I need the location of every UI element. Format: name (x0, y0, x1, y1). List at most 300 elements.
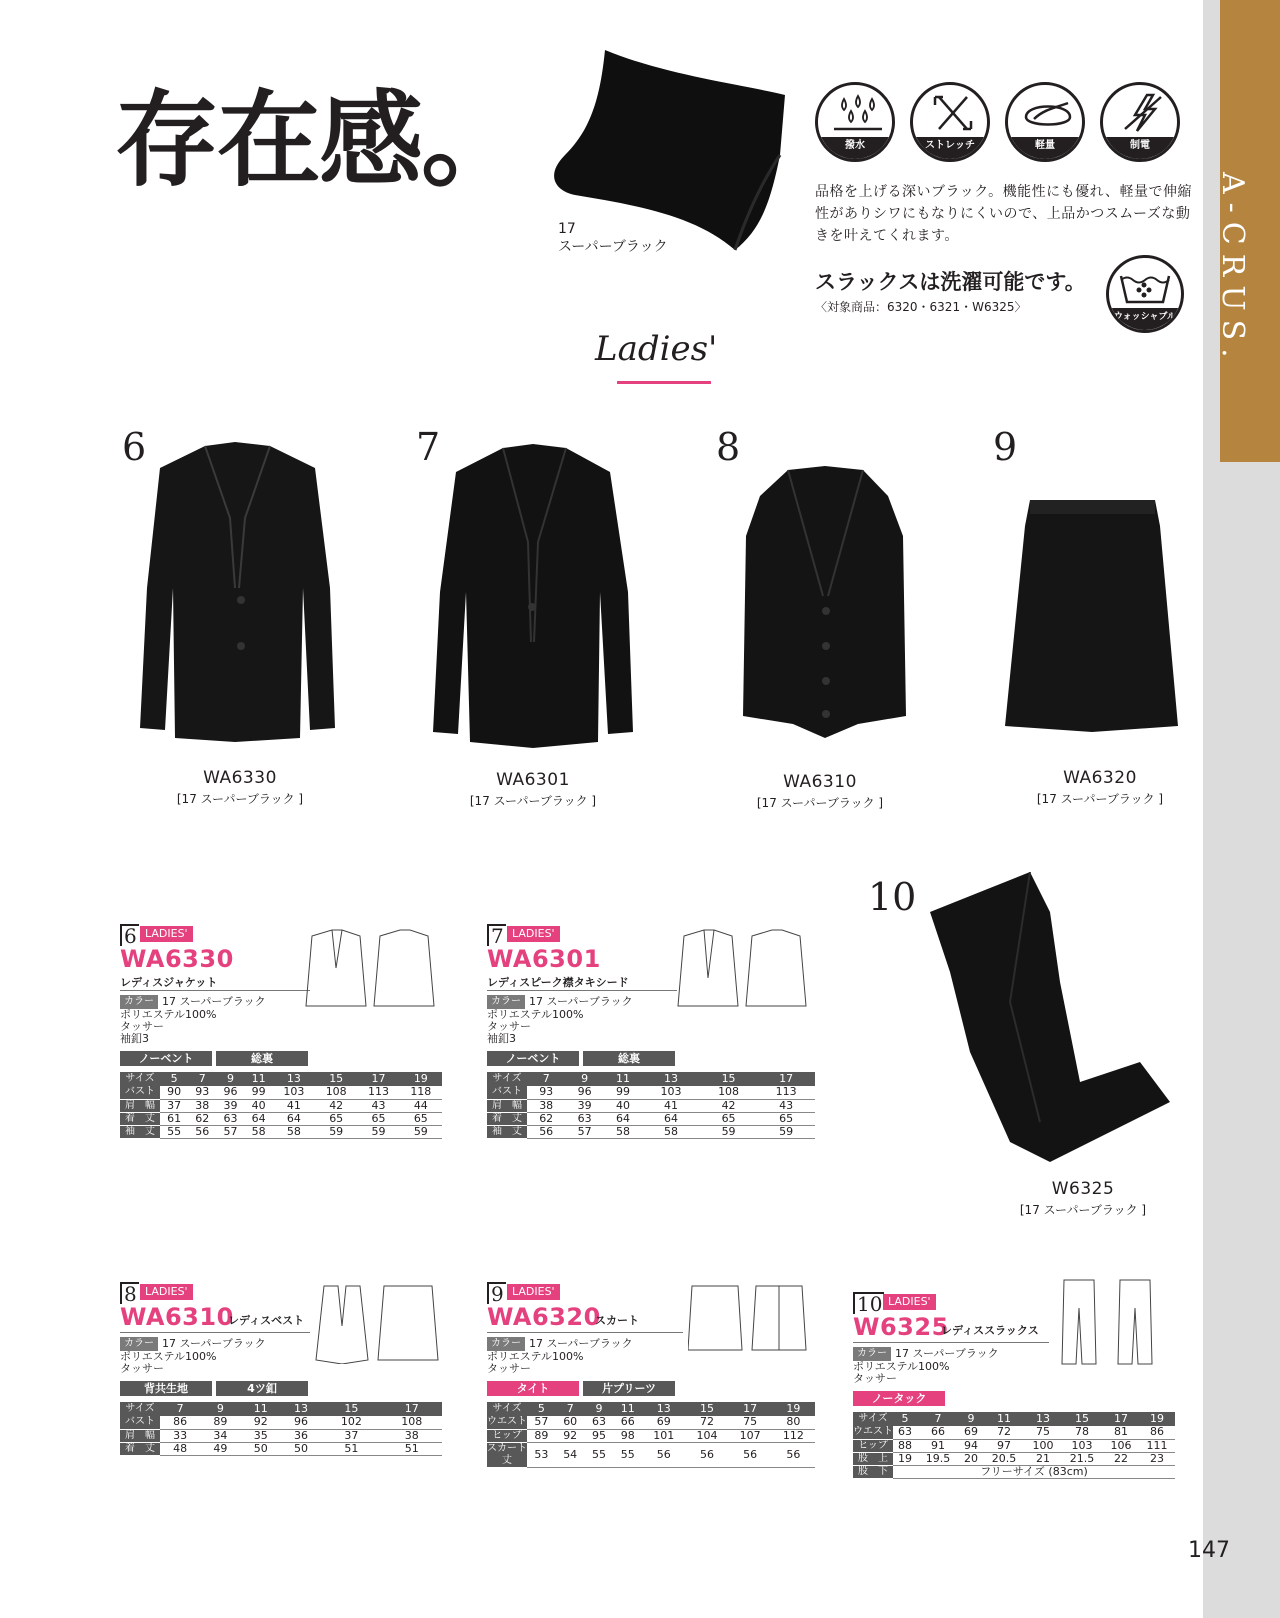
size-cell: 56 (772, 1442, 815, 1467)
spec-tag: ノータック (853, 1391, 945, 1406)
product-number: 8 (716, 425, 741, 469)
size-cell: 43 (357, 1099, 399, 1112)
spec-badge: LADIES' (883, 1294, 936, 1310)
size-header-cell: 17 (729, 1402, 772, 1416)
slacks-w6325-photo (930, 872, 1180, 1172)
size-header-cell: 11 (241, 1402, 281, 1416)
size-header-label: サイズ (487, 1072, 527, 1086)
product-number: 7 (416, 425, 441, 469)
size-cell: 48 (160, 1442, 200, 1455)
size-cell: 66 (613, 1416, 642, 1429)
spec-model: WA6320 (487, 1303, 601, 1331)
spec-name: レディスジャケット (120, 976, 218, 989)
size-cell: 21 (1025, 1452, 1061, 1465)
spec-badge: LADIES' (507, 1284, 560, 1300)
spec-material: ポリエステル100% (487, 1008, 584, 1021)
fabric-swatch (545, 45, 795, 255)
size-cell: 50 (281, 1442, 321, 1455)
size-cell: 63 (893, 1426, 917, 1439)
washable-title: スラックスは洗濯可能です。 (815, 270, 1086, 294)
spec-weave: タッサー (487, 1020, 531, 1033)
stretch-icon (910, 82, 990, 162)
size-cell: 19 (893, 1452, 917, 1465)
spec-extra: 袖釦3 (120, 1032, 149, 1045)
size-row-label: ヒップ (487, 1429, 527, 1442)
size-cell: 65 (357, 1112, 399, 1125)
size-row-label: 着 丈 (120, 1442, 160, 1455)
size-header-cell: 11 (983, 1412, 1025, 1426)
spec-color: 17 スーパーブラック (529, 1337, 633, 1350)
size-header-cell: 13 (281, 1402, 321, 1416)
size-header-cell: 17 (357, 1072, 399, 1086)
size-cell: 56 (685, 1442, 728, 1467)
product-code: W6325 (1051, 1179, 1115, 1199)
size-cell: 60 (556, 1416, 585, 1429)
size-cell: 65 (400, 1112, 442, 1125)
spec-divider (120, 990, 310, 991)
spec-divider (120, 1332, 310, 1333)
skirt-wa6320-photo (1000, 496, 1185, 736)
size-row (120, 1442, 442, 1455)
size-header-cell: 17 (757, 1072, 815, 1086)
size-row (487, 1125, 815, 1138)
feature-label: 制電 (1103, 137, 1177, 159)
size-row (853, 1452, 1175, 1465)
feature-label: 軽量 (1008, 137, 1082, 159)
size-header-cell: 7 (188, 1072, 216, 1086)
size-cell: 113 (357, 1086, 399, 1099)
size-header-cell: 15 (315, 1072, 357, 1086)
spec-divider (487, 1332, 683, 1333)
spec-name: レディススラックス (941, 1324, 1039, 1337)
size-row-label: 股 上 (853, 1452, 893, 1465)
spec-material: ポリエステル100% (120, 1350, 217, 1363)
size-header-cell: 7 (917, 1412, 959, 1426)
size-cell: 37 (321, 1429, 381, 1442)
headline: 存在感。 (115, 79, 524, 201)
brand-name: A-CRUS. (1215, 172, 1250, 367)
size-cell: 99 (245, 1086, 273, 1099)
fabric-name: スーパーブラック (558, 239, 668, 255)
tuxedo-line-drawing (674, 928, 814, 1010)
size-row (120, 1099, 442, 1112)
size-table (853, 1412, 1175, 1479)
lightweight-icon (1005, 82, 1085, 162)
product-code: WA6301 (496, 770, 570, 790)
size-cell: 107 (729, 1429, 772, 1442)
size-row (487, 1429, 815, 1442)
size-table (120, 1072, 442, 1139)
size-cell: 103 (1061, 1439, 1103, 1452)
size-header-cell: 15 (321, 1402, 381, 1416)
spec-model: W6325 (853, 1313, 949, 1341)
size-cell: 42 (700, 1099, 758, 1112)
product-code: WA6330 (203, 768, 277, 788)
size-cell: 21.5 (1061, 1452, 1103, 1465)
spec-tag: ノーベント (487, 1051, 579, 1066)
size-cell: 62 (527, 1112, 565, 1125)
size-cell: 23 (1139, 1452, 1175, 1465)
size-cell: 94 (959, 1439, 983, 1452)
size-row-label: 肩 幅 (487, 1099, 527, 1112)
size-cell: 80 (772, 1416, 815, 1429)
size-cell: 58 (273, 1125, 315, 1138)
size-cell: 103 (642, 1086, 700, 1099)
size-header-cell: 11 (245, 1072, 273, 1086)
spec-weave: タッサー (487, 1362, 531, 1375)
size-cell: 39 (216, 1099, 244, 1112)
size-cell: 22 (1103, 1452, 1139, 1465)
fabric-description: 品格を上げる深いブラック。機能性にも優れ、軽量で伸縮性がありシワにもなりにくいので、上品かつスムーズな動きを叶えてくれます。 (815, 184, 1192, 244)
size-cell: 56 (729, 1442, 772, 1467)
spec-badge: LADIES' (140, 926, 193, 942)
spec-model: WA6330 (120, 945, 234, 973)
product-color: [17 スーパーブラック ] (1036, 792, 1164, 806)
product-color: [17 スーパーブラック ] (176, 792, 304, 806)
size-cell: 57 (527, 1416, 556, 1429)
size-cell: 58 (245, 1125, 273, 1138)
size-row-label: 着 丈 (487, 1112, 527, 1125)
jacket-wa6301-photo (428, 442, 638, 752)
size-cell: 108 (382, 1416, 442, 1429)
size-cell: 57 (565, 1125, 603, 1138)
size-header-cell: 13 (642, 1072, 700, 1086)
size-cell: 38 (382, 1429, 442, 1442)
spec-divider (487, 990, 677, 991)
size-cell: 55 (613, 1442, 642, 1467)
size-cell: 20 (959, 1452, 983, 1465)
size-cell: 78 (1061, 1426, 1103, 1439)
size-row (120, 1112, 442, 1125)
size-header-cell: 13 (642, 1402, 685, 1416)
spec-tag: 背共生地 (120, 1381, 212, 1396)
page-number: 147 (1188, 1538, 1230, 1563)
size-cell: 38 (188, 1099, 216, 1112)
antistatic-icon (1100, 82, 1180, 162)
size-header-cell: 13 (273, 1072, 315, 1086)
size-cell: 43 (757, 1099, 815, 1112)
size-cell: 36 (281, 1429, 321, 1442)
size-header-cell: 5 (893, 1412, 917, 1426)
water-repellent-icon (815, 82, 895, 162)
size-row-label: 袖 丈 (487, 1125, 527, 1138)
size-table (487, 1402, 815, 1468)
color-key: カラー (120, 1337, 158, 1351)
spec-number: 7 (487, 924, 506, 946)
size-cell: 54 (556, 1442, 585, 1467)
product-color: [17 スーパーブラック ] (1019, 1203, 1147, 1217)
size-cell: 63 (585, 1416, 614, 1429)
size-cell: 91 (917, 1439, 959, 1452)
spec-color: 17 スーパーブラック (529, 995, 633, 1008)
feature-label: ストレッチ (913, 137, 987, 159)
size-header-cell: 11 (613, 1402, 642, 1416)
size-header-cell: 11 (604, 1072, 642, 1086)
size-cell: 98 (613, 1429, 642, 1442)
size-header-cell: 19 (1139, 1412, 1175, 1426)
size-row (487, 1416, 815, 1429)
size-header-cell: 7 (527, 1072, 565, 1086)
size-header-cell: 5 (527, 1402, 556, 1416)
vest-line-drawing (308, 1284, 444, 1364)
size-cell: 56 (188, 1125, 216, 1138)
size-row (120, 1429, 442, 1442)
jacket-wa6330-photo (135, 438, 340, 748)
size-cell: 103 (273, 1086, 315, 1099)
fabric-code: 17 (558, 221, 576, 237)
size-cell: 53 (527, 1442, 556, 1467)
size-cell: 59 (700, 1125, 758, 1138)
size-row (120, 1086, 442, 1099)
skirt-line-drawing (688, 1284, 813, 1354)
size-row-label: ヒップ (853, 1439, 893, 1452)
spec-weave: タッサー (853, 1372, 897, 1385)
size-cell: 75 (729, 1416, 772, 1429)
size-row-label: 肩 幅 (120, 1099, 160, 1112)
size-row-label: 袖 丈 (120, 1125, 160, 1138)
size-cell: 95 (585, 1429, 614, 1442)
spec-color: 17 スーパーブラック (895, 1347, 999, 1360)
size-header-cell: 9 (585, 1402, 614, 1416)
size-row-label: ウエスト (853, 1426, 893, 1438)
size-header-cell: 7 (556, 1402, 585, 1416)
size-cell: 40 (604, 1099, 642, 1112)
size-cell: 92 (556, 1429, 585, 1442)
product-code: WA6320 (1063, 768, 1137, 788)
ladies-script (585, 315, 745, 379)
spec-color: 17 スーパーブラック (162, 995, 266, 1008)
size-row (487, 1112, 815, 1125)
size-row (853, 1465, 1175, 1478)
size-cell: 56 (527, 1125, 565, 1138)
spec-number: 10 (853, 1292, 884, 1314)
size-row-label: バスト (120, 1416, 160, 1429)
spec-tag: 4ツ釦 (216, 1381, 308, 1396)
size-header-cell: 5 (160, 1072, 188, 1086)
jacket-line-drawing (302, 928, 442, 1010)
size-cell: 96 (281, 1416, 321, 1429)
size-header-label: サイズ (120, 1402, 160, 1416)
ladies-script-text: Ladies' (595, 329, 718, 369)
size-cell: 40 (245, 1099, 273, 1112)
size-cell: 62 (188, 1112, 216, 1125)
size-header-cell: 9 (216, 1072, 244, 1086)
size-row (853, 1426, 1175, 1439)
size-free-cell: フリーサイズ (83cm) (893, 1465, 1175, 1478)
size-row-label: 着 丈 (120, 1112, 160, 1125)
spec-material: ポリエステル100% (120, 1008, 217, 1021)
size-cell: 64 (273, 1112, 315, 1125)
size-row (487, 1099, 815, 1112)
size-row-label: 肩 幅 (120, 1429, 160, 1442)
size-cell: 90 (160, 1086, 188, 1099)
spec-tag: 総裏 (216, 1051, 308, 1066)
product-number: 6 (122, 425, 147, 469)
size-cell: 97 (983, 1439, 1025, 1452)
size-cell: 65 (315, 1112, 357, 1125)
size-cell: 66 (917, 1426, 959, 1439)
product-color: [17 スーパーブラック ] (756, 796, 884, 810)
size-header-cell: 15 (1061, 1412, 1103, 1426)
size-cell: 57 (216, 1125, 244, 1138)
size-cell: 108 (315, 1086, 357, 1099)
size-cell: 88 (893, 1439, 917, 1452)
size-cell: 44 (400, 1099, 442, 1112)
size-cell: 101 (642, 1429, 685, 1442)
size-cell: 113 (757, 1086, 815, 1099)
size-row (120, 1416, 442, 1429)
size-cell: 20.5 (983, 1452, 1025, 1465)
color-key: カラー (120, 995, 158, 1009)
size-cell: 58 (642, 1125, 700, 1138)
size-cell: 65 (757, 1112, 815, 1125)
size-cell: 96 (216, 1086, 244, 1099)
size-cell: 59 (400, 1125, 442, 1138)
accent-rule (617, 381, 711, 384)
washable-icon-label: ウォッシャブル (1109, 308, 1181, 330)
product-color: [17 スーパーブラック ] (469, 794, 597, 808)
size-cell: 51 (321, 1442, 381, 1455)
size-cell: 50 (241, 1442, 281, 1455)
size-table (120, 1402, 442, 1456)
size-cell: 111 (1139, 1439, 1175, 1452)
size-cell: 118 (400, 1086, 442, 1099)
spec-name: スカート (595, 1314, 639, 1327)
size-cell: 93 (527, 1086, 565, 1099)
size-header-row (853, 1412, 1175, 1426)
size-cell: 64 (642, 1112, 700, 1125)
size-cell: 86 (160, 1416, 200, 1429)
size-cell: 69 (642, 1416, 685, 1429)
size-header-row (487, 1072, 815, 1086)
size-cell: 106 (1103, 1439, 1139, 1452)
size-header-row (120, 1402, 442, 1416)
size-cell: 93 (188, 1086, 216, 1099)
spec-tag: 総裏 (583, 1051, 675, 1066)
size-table (487, 1072, 815, 1139)
spec-badge: LADIES' (140, 1284, 193, 1300)
size-cell: 56 (642, 1442, 685, 1467)
size-header-cell: 7 (160, 1402, 200, 1416)
color-key: カラー (487, 1337, 525, 1351)
product-code: WA6310 (783, 772, 857, 792)
size-cell: 55 (160, 1125, 188, 1138)
size-row (487, 1086, 815, 1099)
product-number: 9 (993, 425, 1018, 469)
spec-tag: ノーベント (120, 1051, 212, 1066)
size-header-row (120, 1072, 442, 1086)
feature-label: 撥水 (818, 137, 892, 159)
size-cell: 64 (604, 1112, 642, 1125)
spec-material: ポリエステル100% (487, 1350, 584, 1363)
spec-name: レディスベスト (228, 1314, 305, 1327)
size-header-cell: 9 (200, 1402, 240, 1416)
size-cell: 92 (241, 1416, 281, 1429)
size-cell: 63 (565, 1112, 603, 1125)
size-cell: 64 (245, 1112, 273, 1125)
washable-icon (1106, 255, 1184, 333)
vest-wa6310-photo (738, 466, 913, 741)
spec-number: 9 (487, 1282, 506, 1304)
size-cell: 69 (959, 1426, 983, 1439)
size-cell: 96 (565, 1086, 603, 1099)
color-key: カラー (487, 995, 525, 1009)
size-cell: 102 (321, 1416, 381, 1429)
size-cell: 89 (200, 1416, 240, 1429)
spec-extra: 袖釦3 (487, 1032, 516, 1045)
size-cell: 41 (642, 1099, 700, 1112)
size-cell: 38 (527, 1099, 565, 1112)
size-header-cell: 17 (382, 1402, 442, 1416)
size-cell: 86 (1139, 1426, 1175, 1439)
spec-weave: タッサー (120, 1020, 164, 1033)
size-row-label: 股 下 (853, 1465, 893, 1478)
size-cell: 72 (983, 1426, 1025, 1439)
size-cell: 59 (357, 1125, 399, 1138)
size-cell: 59 (315, 1125, 357, 1138)
color-key: カラー (853, 1347, 891, 1361)
size-cell: 65 (700, 1112, 758, 1125)
size-cell: 112 (772, 1429, 815, 1442)
size-cell: 81 (1103, 1426, 1139, 1439)
size-row-label: ウエスト (487, 1416, 527, 1428)
spec-name: レディスピーク襟タキシード (487, 976, 629, 989)
slacks-line-drawing (1060, 1278, 1170, 1368)
size-cell: 59 (757, 1125, 815, 1138)
size-cell: 51 (382, 1442, 442, 1455)
size-cell: 19.5 (917, 1452, 959, 1465)
size-cell: 39 (565, 1099, 603, 1112)
size-cell: 58 (604, 1125, 642, 1138)
size-row (487, 1442, 815, 1467)
product-number: 10 (868, 875, 917, 919)
size-cell: 35 (241, 1429, 281, 1442)
size-row (853, 1439, 1175, 1452)
size-header-label: サイズ (853, 1412, 893, 1426)
size-cell: 33 (160, 1429, 200, 1442)
spec-tag: 片プリーツ (583, 1381, 675, 1396)
size-header-cell: 9 (565, 1072, 603, 1086)
spec-number: 6 (120, 924, 139, 946)
size-header-cell: 17 (1103, 1412, 1139, 1426)
size-header-cell: 13 (1025, 1412, 1061, 1426)
size-cell: 41 (273, 1099, 315, 1112)
spec-weave: タッサー (120, 1362, 164, 1375)
size-cell: 42 (315, 1099, 357, 1112)
size-header-row (487, 1402, 815, 1416)
size-header-cell: 15 (685, 1402, 728, 1416)
size-cell: 100 (1025, 1439, 1061, 1452)
size-header-cell: 19 (772, 1402, 815, 1416)
washable-note: 〈対象商品：6320・6321・W6325〉 (815, 300, 1027, 314)
size-row (120, 1125, 442, 1138)
spec-color: 17 スーパーブラック (162, 1337, 266, 1350)
spec-model: WA6301 (487, 945, 601, 973)
size-cell: 75 (1025, 1426, 1061, 1439)
size-cell: 49 (200, 1442, 240, 1455)
size-cell: 72 (685, 1416, 728, 1429)
size-row-label: バスト (487, 1086, 527, 1099)
size-cell: 104 (685, 1429, 728, 1442)
size-header-label: サイズ (120, 1072, 160, 1086)
size-cell: 63 (216, 1112, 244, 1125)
spec-model: WA6310 (120, 1303, 234, 1331)
size-cell: 55 (585, 1442, 614, 1467)
spec-tag: タイト (487, 1381, 579, 1396)
spec-number: 8 (120, 1282, 139, 1304)
size-row-label: スカート丈 (487, 1442, 527, 1466)
size-cell: 37 (160, 1099, 188, 1112)
